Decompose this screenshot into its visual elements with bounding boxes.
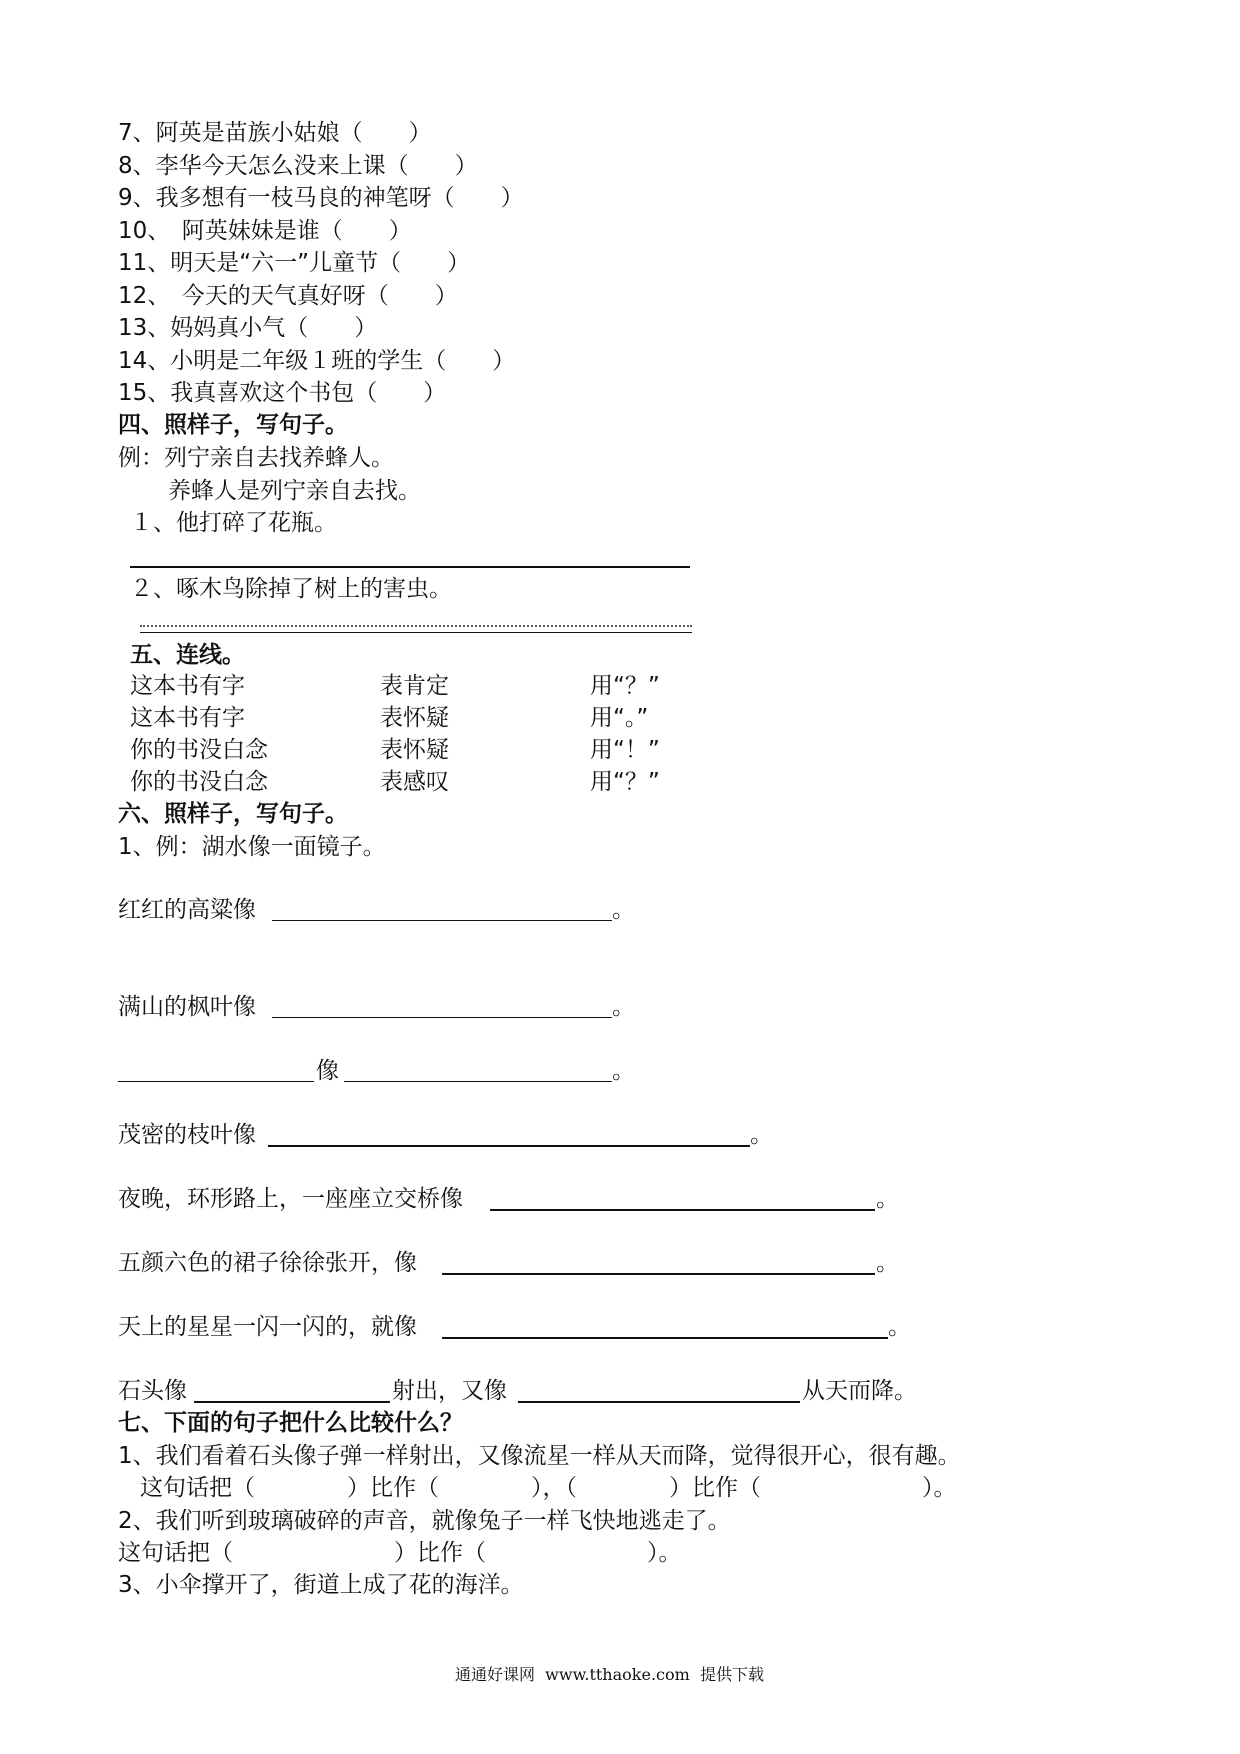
judge-item-7: 7、阿英是苗族小姑娘（ ） (118, 120, 432, 146)
simile-2-prefix: 满山的枫叶像 (118, 994, 256, 1020)
simile-4-prefix: 茂密的枝叶像 (118, 1122, 256, 1148)
section4-answer-line-2-base (140, 632, 692, 633)
simile-4-end: 。 (750, 1122, 773, 1148)
simile-6-prefix: 五颜六色的裙子徐徐张开，像 (118, 1250, 417, 1276)
match-mid-3: 表怀疑 (380, 737, 449, 763)
simile-8-mid: 射出，又像 (392, 1378, 507, 1404)
section6-example: 1、例：湖水像一面镜子。 (118, 834, 386, 860)
judge-item-10: 10、 阿英妹妹是谁（ ） (118, 218, 412, 244)
simile-6-blank[interactable] (442, 1273, 875, 1275)
simile-3-mid: 像 (316, 1058, 339, 1084)
simile-8-blank-1[interactable] (194, 1401, 390, 1403)
simile-3-end: 。 (612, 1058, 635, 1084)
section6-heading: 六、照样子，写句子。 (118, 801, 348, 827)
section7-question-3: 3、小伞撑开了，街道上成了花的海洋。 (118, 1572, 524, 1598)
simile-2-blank[interactable] (272, 1017, 612, 1018)
judge-item-14: 14、小明是二年级１班的学生（ ） (118, 348, 516, 374)
section7-question-2: 2、我们听到玻璃破碎的声音，就像兔子一样飞快地逃走了。 (118, 1508, 731, 1534)
section5-heading: 五、连线。 (130, 642, 245, 668)
section7-answer-2[interactable]: 这句话把（ ）比作（ ）。 (118, 1540, 682, 1566)
simile-8-blank-2[interactable] (518, 1401, 800, 1403)
judge-item-11: 11、明天是“六一”儿童节（ ） (118, 250, 471, 276)
simile-3-blank-subject[interactable] (118, 1081, 314, 1082)
match-left-1: 这本书有字 (130, 673, 245, 699)
simile-8-prefix: 石头像 (118, 1378, 187, 1404)
section7-heading: 七、下面的句子把什么比较什么？ (118, 1410, 463, 1436)
section4-heading: 四、照样子，写句子。 (118, 412, 348, 438)
judge-item-13: 13、妈妈真小气（ ） (118, 315, 378, 341)
section4-answer-line-2[interactable] (140, 625, 692, 627)
judge-item-15: 15、我真喜欢这个书包（ ） (118, 380, 447, 406)
judge-item-12: 12、 今天的天气真好呀（ ） (118, 283, 458, 309)
simile-1-prefix: 红红的高粱像 (118, 897, 256, 923)
match-left-2: 这本书有字 (130, 705, 245, 731)
simile-1-end: 。 (612, 897, 635, 923)
section4-example: 例：列宁亲自去找养蜂人。 (118, 445, 394, 471)
match-left-3: 你的书没白念 (130, 737, 268, 763)
simile-3-blank-object[interactable] (344, 1081, 612, 1082)
simile-7-prefix: 天上的星星一闪一闪的，就像 (118, 1314, 417, 1340)
match-right-4: 用“？” (590, 769, 660, 795)
simile-4-blank[interactable] (268, 1145, 750, 1147)
match-right-1: 用“？” (590, 673, 660, 699)
simile-5-end: 。 (876, 1186, 899, 1212)
simile-7-blank[interactable] (442, 1337, 888, 1339)
section4-question-1: １、他打碎了花瓶。 (130, 510, 337, 536)
match-mid-1: 表肯定 (380, 673, 449, 699)
simile-5-prefix: 夜晚，环形路上，一座座立交桥像 (118, 1186, 463, 1212)
judge-item-9: 9、我多想有一枝马良的神笔呀（ ） (118, 185, 524, 211)
simile-2-end: 。 (612, 994, 635, 1020)
simile-1-blank[interactable] (272, 920, 612, 921)
match-right-3: 用“！” (590, 737, 660, 763)
simile-8-end: 从天而降。 (802, 1378, 917, 1404)
section7-answer-1[interactable]: 这句话把（ ）比作（ ），（ ）比作（ ）。 (140, 1475, 957, 1501)
section4-answer-line-1[interactable] (130, 566, 690, 568)
match-mid-4: 表感叹 (380, 769, 449, 795)
section4-question-2: ２、啄木鸟除掉了树上的害虫。 (130, 576, 452, 602)
match-mid-2: 表怀疑 (380, 705, 449, 731)
match-right-2: 用“。” (590, 705, 649, 731)
section7-question-1: 1、我们看着石头像子弹一样射出，又像流星一样从天而降，觉得很开心，很有趣。 (118, 1443, 961, 1469)
judge-item-8: 8、李华今天怎么没来上课（ ） (118, 153, 478, 179)
simile-6-end: 。 (876, 1250, 899, 1276)
footer-credit: 通通好课网 www.tthaoke.com 提供下载 (455, 1665, 764, 1684)
section4-example-answer: 养蜂人是列宁亲自去找。 (168, 478, 421, 504)
simile-5-blank[interactable] (490, 1209, 875, 1211)
simile-7-end: 。 (888, 1314, 911, 1340)
match-left-4: 你的书没白念 (130, 769, 268, 795)
